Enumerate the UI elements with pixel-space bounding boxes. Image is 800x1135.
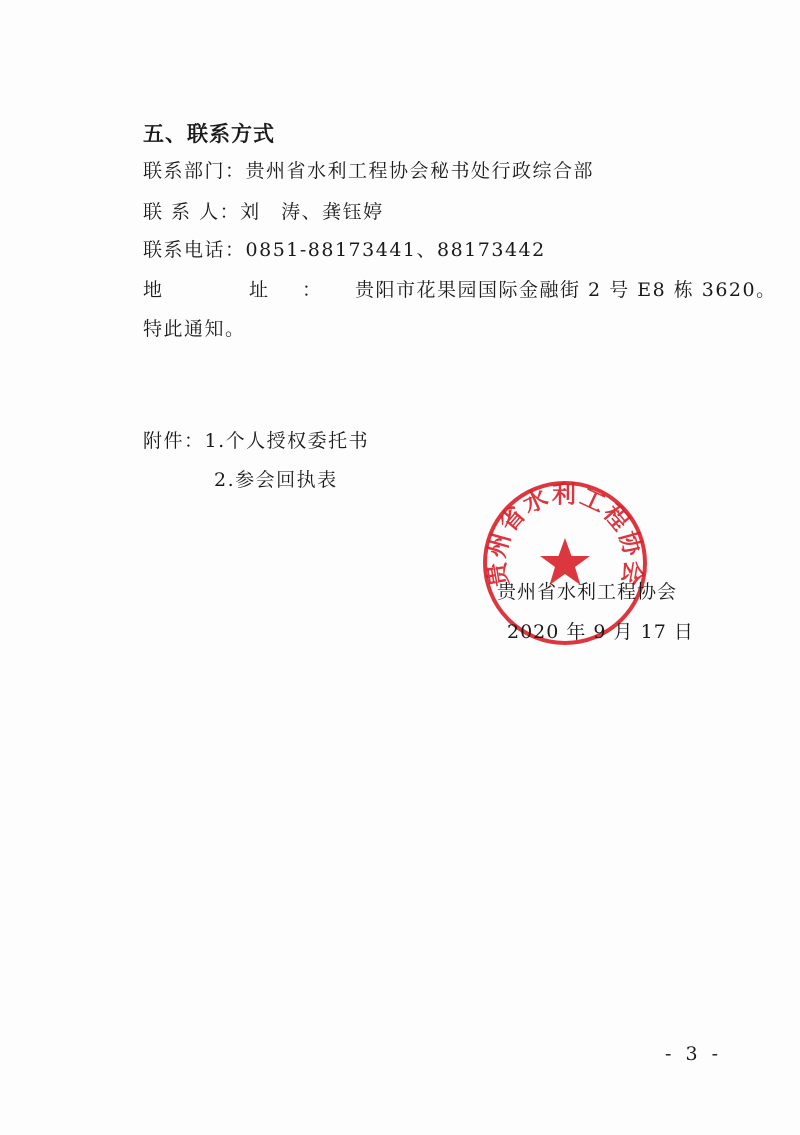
attachments-line bbox=[143, 428, 369, 454]
contact-phone-value: 0851-88173441、88173442 bbox=[245, 239, 546, 261]
page-number: - 3 - bbox=[665, 1043, 723, 1065]
attachment-item: 2.参会回执表 bbox=[214, 469, 338, 491]
attachment-item: 1.个人授权委托书 bbox=[204, 430, 370, 452]
attachments-label: 附件： bbox=[143, 430, 205, 452]
contact-phone-label: 联系电话： bbox=[143, 239, 246, 261]
section-heading: 五、联系方式 bbox=[143, 122, 275, 146]
signature-org: 贵州省水利工程协会 bbox=[497, 581, 678, 603]
contact-dept-value: 贵州省水利工程协会秘书处行政综合部 bbox=[245, 160, 595, 182]
seal-text: 贵州省水利工程协会 bbox=[481, 480, 649, 589]
contact-person-label: 联 系 人： bbox=[143, 201, 241, 223]
contact-person-value: 刘 涛、龚钰婷 bbox=[240, 201, 384, 223]
signature-date: 2020 年 9 月 17 日 bbox=[507, 621, 694, 643]
contact-address-value: 贵阳市花果园国际金融街 2 号 E8 栋 3620。 bbox=[355, 279, 777, 301]
contact-dept-label: 联系部门： bbox=[143, 160, 246, 182]
contact-dept-line bbox=[143, 158, 594, 184]
closing-text: 特此通知。 bbox=[143, 318, 246, 340]
contact-phone-line bbox=[143, 237, 546, 263]
contact-person-line bbox=[143, 199, 384, 225]
contact-address-label: 地 址： bbox=[143, 279, 356, 301]
contact-address-line bbox=[143, 277, 777, 303]
